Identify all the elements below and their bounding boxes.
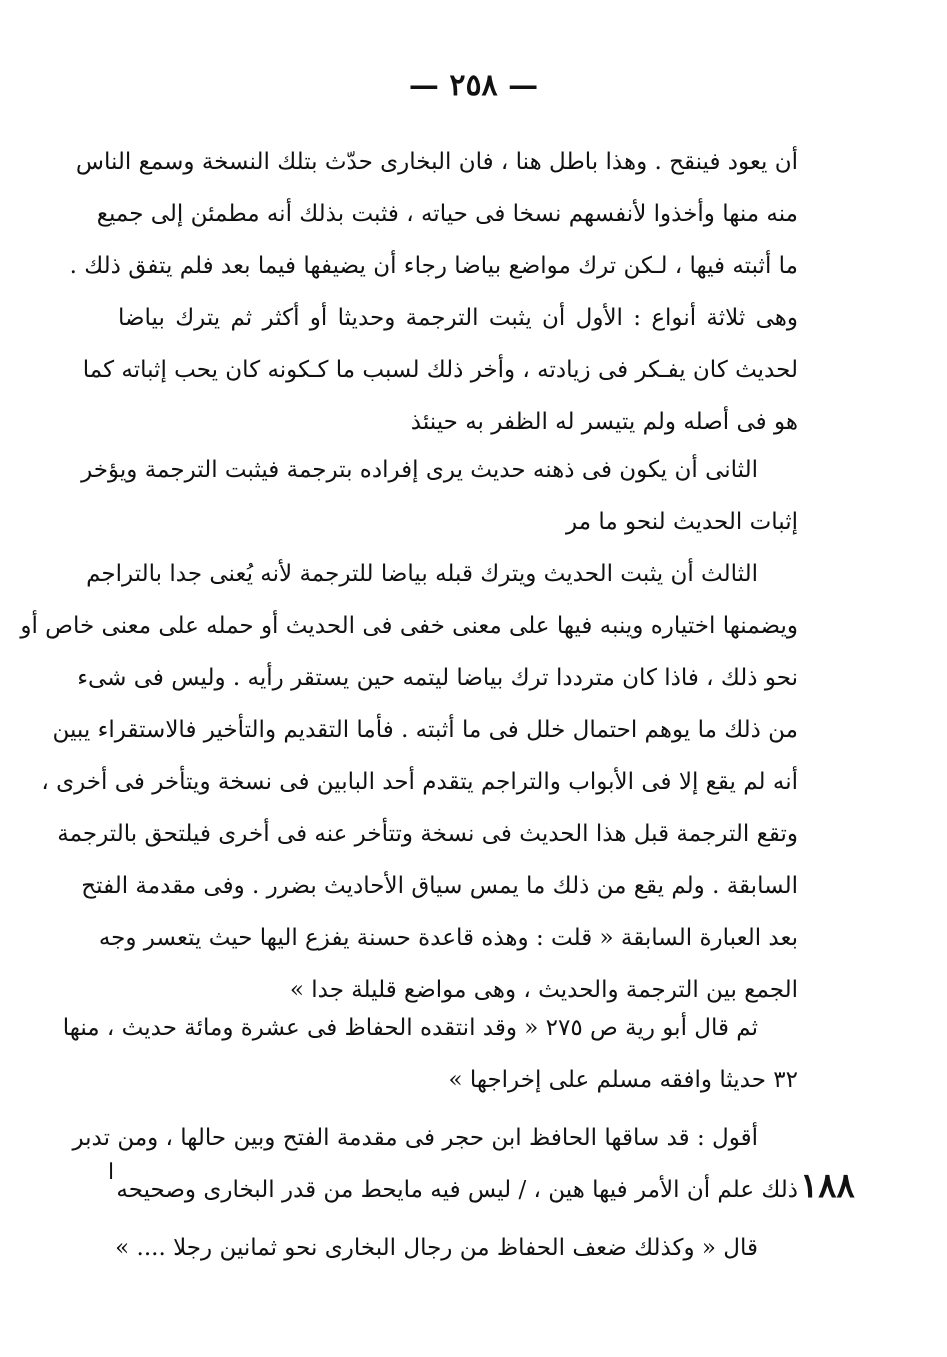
text-line: لحديث كان يفـكر فى زيادته ، وأخر ذلك لسبب ما كـكونه كان يحب إثباته كما	[82, 357, 798, 383]
text-line: ذلك علم أن الأمر فيها هين ، / ليس فيه مايحط من قدر البخارى وصحيحه	[116, 1177, 798, 1203]
text-line: الثالث أن يثبت الحديث ويترك قبله بياضا للترجمة لأنه يُعنى جدا بالتراجم	[86, 561, 758, 587]
text-line: هو فى أصله ولم يتيسر له الظفر به حينئذ	[410, 409, 798, 435]
text-line: من ذلك ما يوهم احتمال خلل فى ما أثبته . فأما التقديم والتأخير فالاستقراء يبين	[52, 717, 798, 743]
text-line: وهى ثلاثة أنواع : الأول أن يثبت الترجمة وحديثا أو أكثر ثم يترك بياضا	[118, 305, 798, 331]
paragraph-4	[62, 1002, 798, 1106]
margin-mark: ا	[108, 1160, 115, 1185]
text-line: الثانى أن يكون فى ذهنه حديث يرى إفراده بترجمة فيثبت الترجمة ويؤخر	[81, 457, 758, 483]
text-line: ٣٢ حديثا وافقه مسلم على إخراجها »	[448, 1067, 798, 1093]
text-line: وتقع الترجمة قبل هذا الحديث فى نسخة وتتأخر عنه فى أخرى فيلتحق بالترجمة	[57, 821, 798, 847]
text-line: نحو ذلك ، فاذا كان مترددا ترك بياضا ليتمه حين يستقر رأيه . وليس فى شىء	[77, 665, 798, 691]
paragraph-1	[69, 136, 798, 448]
paragraph-6	[115, 1222, 798, 1274]
page-number: — ٢٥٨ —	[408, 68, 539, 103]
paragraph-5	[72, 1112, 798, 1216]
margin-page-number: ١٨٨	[800, 1166, 855, 1206]
text-line: السابقة . ولم يقع من ذلك ما يمس سياق الأحاديث بضرر . وفى مقدمة الفتح	[81, 873, 798, 899]
paragraph-3	[20, 548, 798, 1016]
text-line: ثم قال أبو رية ص ٢٧٥ « وقد انتقده الحفاظ فى عشرة ومائة حديث ، منها	[62, 1015, 758, 1041]
text-line: إثبات الحديث لنحو ما مر	[566, 509, 798, 535]
text-line: منه منها وأخذوا لأنفسهم نسخا فى حياته ، فثبت بذلك أنه مطمئن إلى جميع	[96, 201, 798, 227]
text-line: الجمع بين الترجمة والحديث ، وهى مواضع قليلة جدا »	[289, 977, 798, 1003]
text-line: أقول : قد ساقها الحافظ ابن حجر فى مقدمة الفتح وبين حالها ، ومن تدبر	[72, 1125, 758, 1151]
paragraph-2	[81, 444, 798, 548]
text-line: قال « وكذلك ضعف الحفاظ من رجال البخارى نحو ثمانين رجلا .... »	[115, 1235, 758, 1261]
text-line: أن يعود فينقح . وهذا باطل هنا ، فان البخارى حدّث بتلك النسخة وسمع الناس	[75, 149, 798, 175]
text-line: ما أثبته فيها ، لـكن ترك مواضع بياضا رجاء أن يضيفها فيما بعد فلم يتفق ذلك .	[69, 253, 798, 279]
text-line: بعد العبارة السابقة « قلت : وهذه قاعدة حسنة يفزع اليها حيث يتعسر وجه	[98, 925, 798, 951]
text-line: أنه لم يقع إلا فى الأبواب والتراجم يتقدم أحد البابين فى نسخة ويتأخر فى أخرى ،	[41, 769, 798, 795]
text-line: ويضمنها اختياره وينبه فيها على معنى خفى فى الحديث أو حمله على معنى خاص أو	[20, 613, 798, 639]
